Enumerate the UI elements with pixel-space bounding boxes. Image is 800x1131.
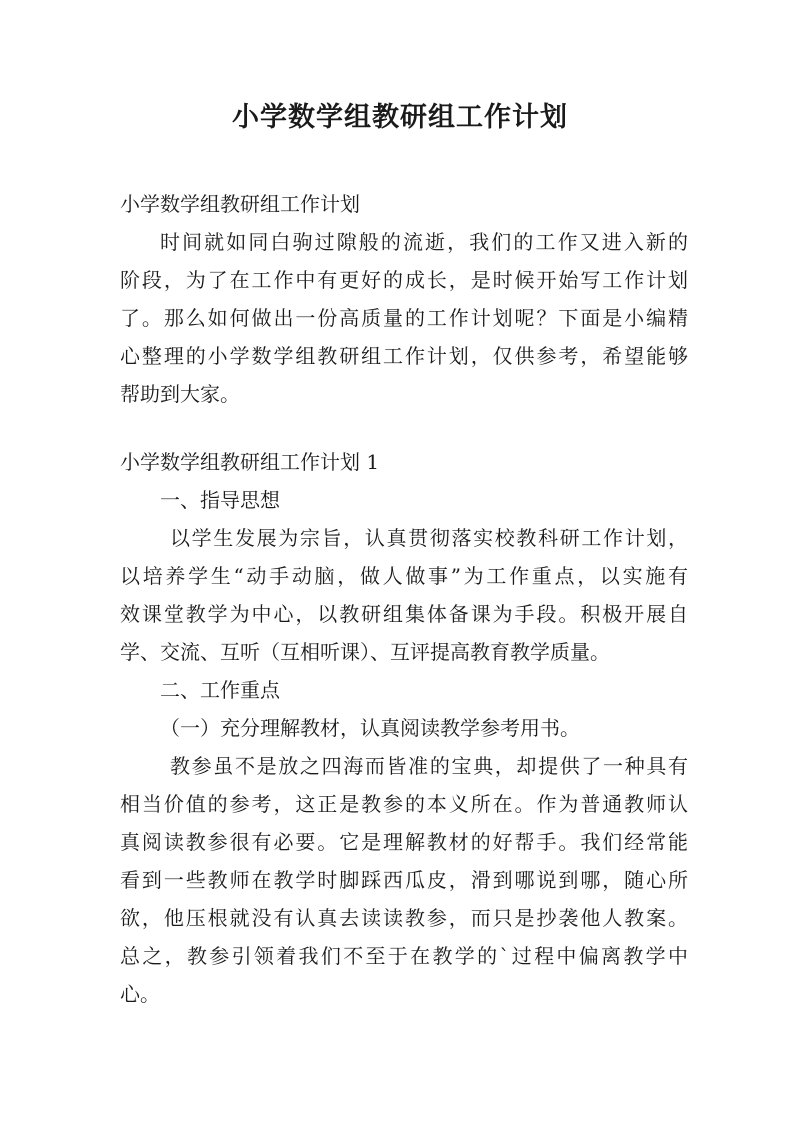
document-body [120,185,688,1013]
text-line: 真阅读教参很有必要。它是理解教材的好帮手。我们经常能 [120,830,688,854]
text-line: 一、指导思想 [160,488,280,512]
teaching-reference-paragraph [120,747,688,1013]
text-line: 效课堂教学为中心，以教研组集体备课为手段。积极开展自 [120,602,688,626]
text-line: 小学数学组教研组工作计划 1 [120,450,380,474]
intro-paragraph [120,223,688,413]
guiding-ideology-paragraph [120,519,688,671]
text-line: 二、工作重点 [160,678,280,702]
text-line: 心。 [120,982,160,1006]
text-line: 欲，他压根就没有认真去读读教参，而只是抄袭他人教案。 [120,906,688,930]
text-line: 以学生发展为宗旨，认真贯彻落实校教科研工作计划， [170,526,688,550]
text-line: 相当价值的参考，这正是教参的本义所在。作为普通教师认 [120,792,688,816]
text-line: 心整理的小学数学组教研组工作计划，仅供参考，希望能够 [120,344,688,368]
text-line: 以培养学生“动手动脑，做人做事”为工作重点，以实施有 [120,564,688,588]
paragraph-gap [120,413,688,443]
text-line: （一）充分理解教材，认真阅读教学参考用书。 [160,716,580,740]
heading-work-focus [120,671,688,709]
text-line: 阶段，为了在工作中有更好的成长，是时候开始写工作计划 [120,268,688,292]
text-line: 教参虽不是放之四海而皆准的宝典，却提供了一种具有 [170,754,688,778]
text-line: 学、交流、互听（互相听课）、互评提高教育教学质量。 [120,640,610,664]
text-line: 总之，教参引领着我们不至于在教学的`过程中偏离教学中 [120,944,688,968]
section-heading [120,443,688,481]
text-line: 小学数学组教研组工作计划 [120,192,360,216]
heading-guiding-ideology [120,481,688,519]
document-title: 小学数学组教研组工作计划 [232,102,568,133]
text-line: 帮助到大家。 [120,382,240,406]
text-line: 看到一些教师在教学时脚踩西瓜皮，滑到哪说到哪，随心所 [120,868,688,892]
subheading-textbook [120,709,688,747]
subtitle-paragraph [120,185,688,223]
text-line: 时间就如同白驹过隙般的流逝，我们的工作又进入新的 [160,230,688,254]
text-line: 了。那么如何做出一份高质量的工作计划呢？下面是小编精 [120,306,688,330]
